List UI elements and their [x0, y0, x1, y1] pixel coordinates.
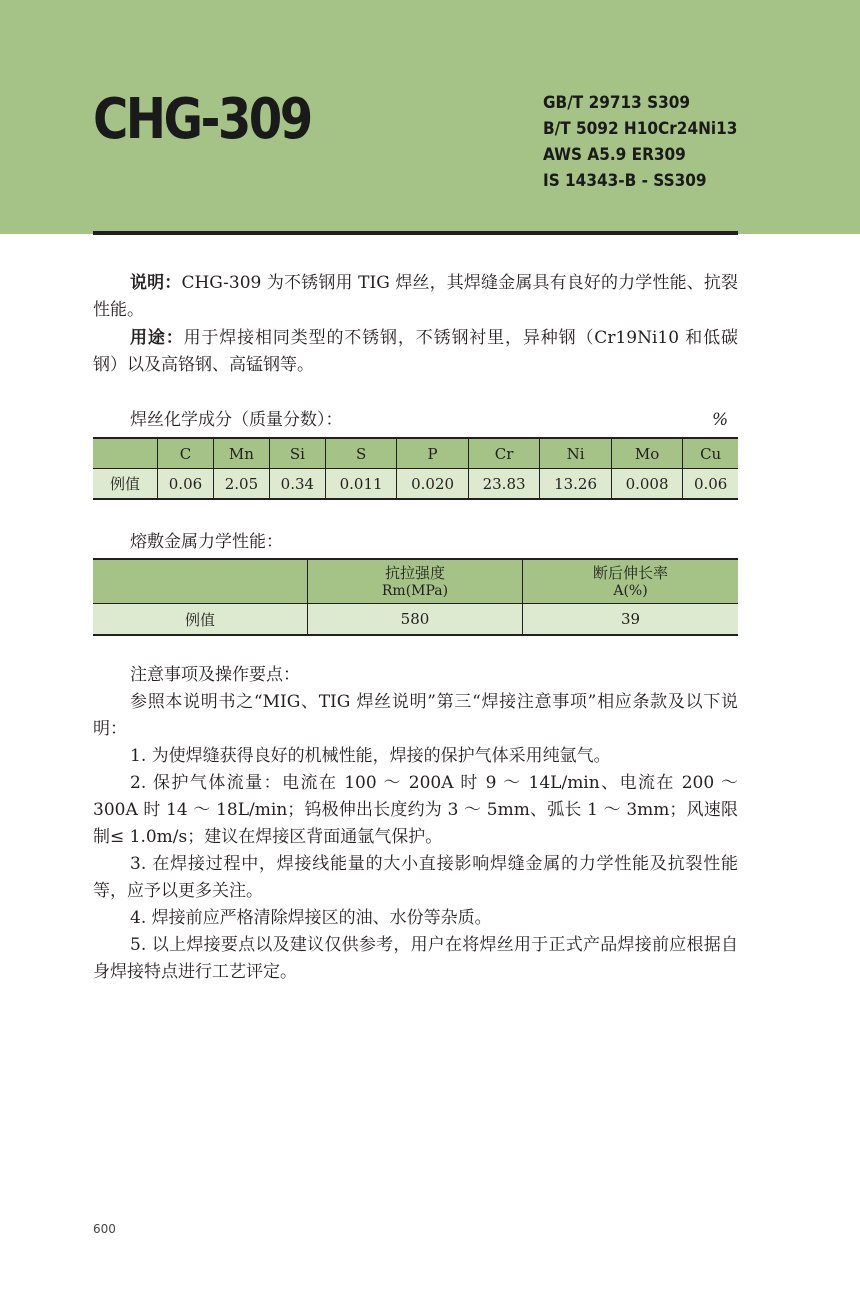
header-cell — [523, 559, 739, 604]
mechanical-properties-table — [93, 558, 738, 636]
header-cell: Cu — [683, 438, 738, 469]
notes-title: 注意事项及操作要点： — [130, 665, 300, 685]
description-text: CHG-309 为不锈钢用 TIG 焊丝，其焊缝金属具有良好的力学性能、抗裂性能。 — [93, 273, 739, 320]
standard-item: B/T 5092 H10Cr24Ni13 — [543, 119, 738, 139]
value-cell: 23.83 — [468, 469, 539, 500]
header-cell: Mn — [213, 438, 269, 469]
standard-item: GB/T 29713 S309 — [543, 93, 691, 113]
notes-line: 2. 保护气体流量：电流在 100 ～ 200A 时 9 ～ 14L/min、电流在 200 ～ 300A 时 14 ～ 18L/min；钨极伸出长度约为 3 ～ 5mm、弧长 1 ～ 3mm；风速限制≤ 1.0m/s；建议在焊接区背面通氩气保护。 — [93, 773, 738, 847]
mechanical-section-title: 熔敷金属力学性能： — [130, 532, 283, 552]
header-unit: Rm(MPa) — [381, 582, 449, 599]
header-cell-empty — [93, 559, 308, 604]
header-line: 断后伸长率 — [592, 563, 668, 582]
usage-label: 用途： — [130, 328, 184, 348]
header-band — [0, 0, 860, 234]
notes-line: 参照本说明书之“MIG、TIG 焊丝说明”第三“焊接注意事项”相应条款及以下说明： — [93, 692, 738, 739]
table-row — [93, 469, 738, 500]
description-label: 说明： — [130, 273, 182, 293]
standard-item: IS 14343-B - SS309 — [543, 171, 707, 191]
header-cell: P — [397, 438, 468, 469]
standard-item: AWS A5.9 ER309 — [543, 145, 686, 165]
value-cell: 580 — [308, 604, 523, 636]
chemical-unit: % — [712, 410, 729, 430]
value-cell: 39 — [523, 604, 739, 636]
page-number: 600 — [93, 1222, 116, 1236]
value-cell: 0.008 — [611, 469, 682, 500]
standards-list — [543, 90, 777, 194]
table-header-row — [93, 438, 738, 469]
header-cell: Mo — [611, 438, 682, 469]
header-line: 抗拉强度 — [384, 563, 445, 582]
value-cell: 0.34 — [269, 469, 325, 500]
header-divider — [93, 231, 738, 235]
value-cell: 0.06 — [683, 469, 738, 500]
header-cell: S — [325, 438, 396, 469]
notes-line: 5. 以上焊接要点以及建议仅供参考，用户在将焊丝用于正式产品焊接前应根据自身焊接特点进行工艺评定。 — [93, 935, 738, 982]
value-cell: 13.26 — [540, 469, 611, 500]
notes-line: 1. 为使焊缝获得良好的机械性能，焊接的保护气体采用纯氩气。 — [130, 746, 611, 766]
header-cell: C — [158, 438, 214, 469]
description-paragraph — [93, 270, 738, 324]
row-label: 例值 — [93, 604, 308, 636]
value-cell: 0.06 — [158, 469, 214, 500]
usage-text: 用于焊接相同类型的不锈钢，不锈钢衬里，异种钢（Cr19Ni10 和低碳钢）以及高铬钢、高锰钢等。 — [93, 328, 738, 375]
product-title: CHG-309 — [93, 87, 311, 152]
chemical-section-title: 焊丝化学成分（质量分数）： — [130, 410, 343, 430]
notes-section — [93, 662, 738, 986]
value-cell: 2.05 — [213, 469, 269, 500]
header-cell: Si — [269, 438, 325, 469]
value-cell: 0.011 — [325, 469, 396, 500]
table-row — [93, 604, 738, 636]
row-label: 例值 — [93, 469, 158, 500]
value-cell: 0.020 — [397, 469, 468, 500]
header-cell: Ni — [540, 438, 611, 469]
chemical-composition-table — [93, 437, 738, 500]
table-header-row — [93, 559, 738, 604]
notes-line: 4. 焊接前应严格清除焊接区的油、水份等杂质。 — [130, 908, 492, 928]
header-cell: Cr — [468, 438, 539, 469]
notes-line: 3. 在焊接过程中，焊接线能量的大小直接影响焊缝金属的力学性能及抗裂性能等，应予以更多关注。 — [93, 854, 738, 901]
header-cell — [93, 438, 158, 469]
header-unit: A(%) — [613, 582, 648, 599]
usage-paragraph — [93, 325, 738, 379]
header-cell — [308, 559, 523, 604]
